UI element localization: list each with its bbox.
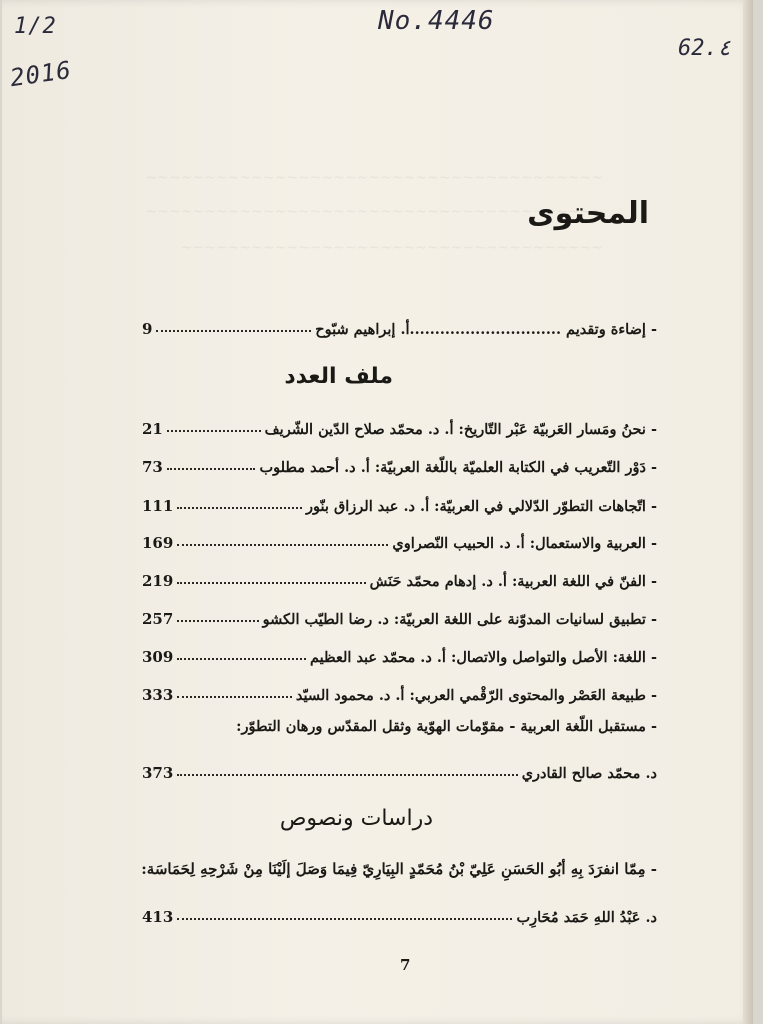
toc-page-number: 111 [142, 497, 174, 515]
dot-leader [177, 657, 306, 660]
handwritten-note-year: 2016 [8, 55, 74, 93]
toc-entry-title-line[interactable]: - مِمّا انفرَدَ بِهِ أبُو الحَسَنِ عَلِيّ بْنُ مُحَمّدٍ البِيَارِيّ فِيمَا وَصَلَ إلَيْنَا مِنْ شَرْحِهِ لِحَمَاسَة: [141, 860, 657, 878]
dot-leader [177, 917, 512, 920]
toc-entry[interactable] [142, 640, 657, 666]
toc-entry-author: د. عَبْدُ اللهِ حَمَد مُحَارِب [516, 909, 657, 926]
toc-page-number: 333 [142, 686, 174, 704]
toc-entry[interactable] [142, 756, 657, 782]
toc-entry-text: - اللغة: الأصل والتواصل والاتصال: أ. د. محمّد عبد العظيم [310, 649, 657, 666]
toc-entry[interactable] [142, 526, 657, 552]
toc-entry[interactable] [142, 489, 657, 515]
toc-entry[interactable] [142, 900, 657, 926]
handwritten-shelf-mark: 62.٤ [678, 36, 731, 61]
toc-entry[interactable] [142, 412, 657, 438]
handwritten-note-fraction: 1/2 [14, 14, 57, 39]
toc-page-number: 169 [142, 534, 174, 552]
toc-page-number: 413 [142, 908, 174, 926]
toc-page-number: 309 [142, 648, 174, 666]
toc-entry-text: - دَوْر التّعريب في الكتابة العلميّة باللّغة العربيّة: أ. د. أحمد مطلوب [259, 459, 657, 476]
toc-entry[interactable] [142, 450, 657, 476]
page-number: 7 [400, 956, 411, 974]
dot-leader [177, 773, 517, 776]
document-page [2, 0, 753, 1024]
page-title: المحتوى [527, 196, 649, 231]
dot-leader [156, 329, 311, 332]
toc-entry-text: - اتّجاهات التطوّر الدّلالي في العربيّة: أ. د. عبد الرزاق بنّور [306, 498, 657, 515]
bleed-through-text: ~~~~~~~~~~~~~~~~~~~~~~~~~~~~~~~~~~~~~~~ [145, 170, 603, 186]
toc-entry-text: - طبيعة العَصْر والمحتوى الرّقْمي العربي: أ. د. محمود السيّد [295, 687, 657, 704]
dot-leader [177, 506, 302, 509]
section-heading-issue-file: ملف العدد [284, 364, 393, 389]
toc-entry[interactable] [142, 678, 657, 704]
page-edge-shadow [743, 0, 753, 1024]
toc-page-number: 373 [142, 764, 174, 782]
toc-page-number: 73 [142, 458, 163, 476]
toc-entry-text: - الفنّ في اللغة العربية: أ. د. إدهام محمّد حَنَش [369, 573, 657, 590]
bleed-through-text: ~~~~~~~~~~~~~~~~~~~~~~~~~~~~~~~~~~~~ [180, 240, 603, 256]
toc-entry-text: - نحنُ ومَسار العَربيّة عَبْر التّاريخ: أ. د. محمّد صلاح الدّين الشّريف [264, 421, 657, 438]
dot-leader [167, 429, 261, 432]
dot-leader [167, 467, 256, 470]
dot-leader [177, 619, 258, 622]
toc-page-number: 257 [142, 610, 174, 628]
toc-entry-text: - إضاءة وتقديم ..............................أ. إبراهيم شبّوح [315, 321, 657, 338]
section-heading-studies-texts: دراسات ونصوص [279, 806, 433, 831]
dot-leader [177, 581, 365, 584]
toc-entry-intro[interactable] [142, 312, 657, 338]
toc-entry[interactable] [142, 602, 657, 628]
toc-page-number: 21 [142, 420, 163, 438]
toc-entry-author: د. محمّد صالح القادري [521, 765, 657, 782]
dot-leader [177, 695, 292, 698]
toc-entry-title-line[interactable]: - مستقبل اللّغة العربية - مقوّمات الهوّية وثقل المقدّس ورهان التطوّر: [236, 718, 657, 735]
toc-page-number: 9 [142, 320, 153, 338]
bleed-through-text: ~~~~~~~~~~~~~~~~~~~~~~~~~~~~~~~~~~~~~~~ [145, 204, 603, 220]
toc-entry-text: - العربية والاستعمال: أ. د. الحبيب النّصراوي [392, 535, 657, 552]
dot-leader [177, 543, 388, 546]
toc-entry-text: - تطبيق لسانيات المدوّنة على اللغة العربيّة: د. رضا الطيّب الكشو [262, 611, 657, 628]
handwritten-catalog-number: No.4446 [378, 6, 495, 36]
toc-page-number: 219 [142, 572, 174, 590]
toc-entry[interactable] [142, 564, 657, 590]
